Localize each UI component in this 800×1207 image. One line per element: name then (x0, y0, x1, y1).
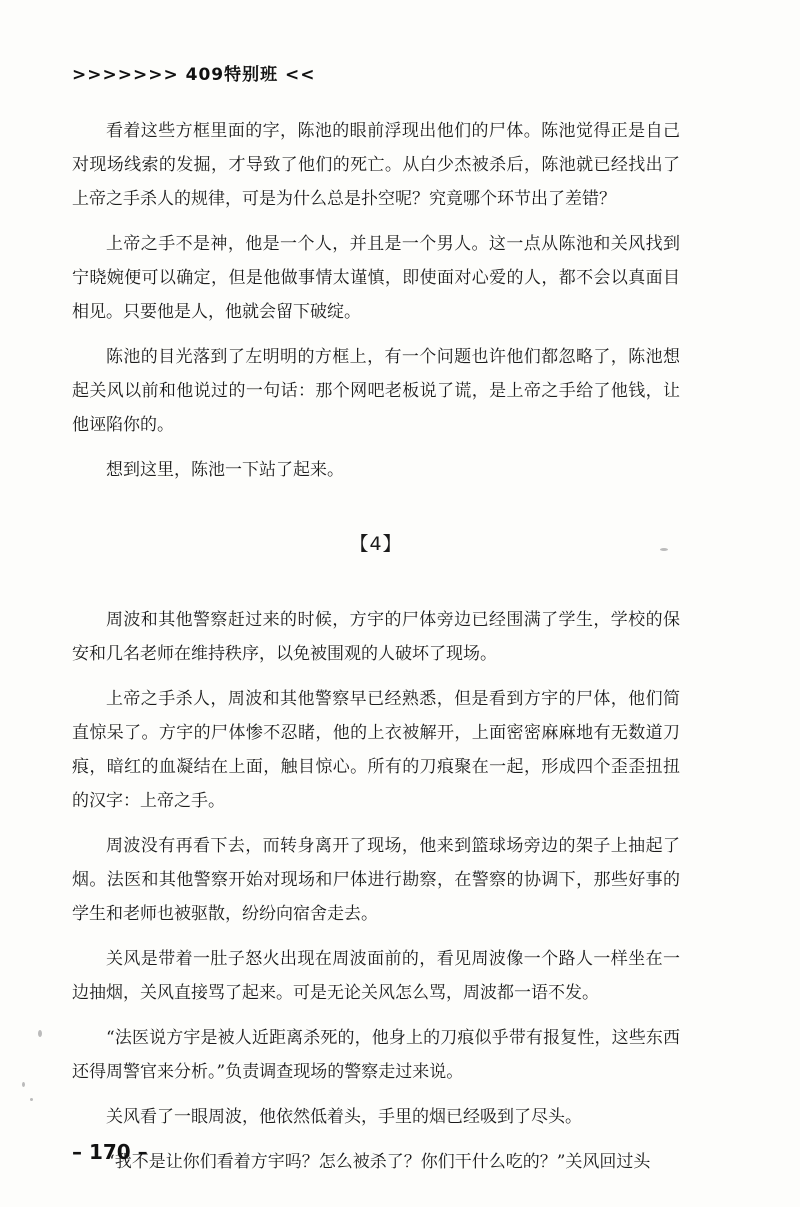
running-header: >>>>>>> 409特别班 << (72, 65, 316, 85)
paragraph: 想到这里，陈池一下站了起来。 (106, 460, 344, 480)
paragraph: 看着这些方框里面的字，陈池的眼前浮现出他们的尸体。陈池觉得正是自己对现场线索的发掘，才导致了他们的死亡。从白少杰被杀后，陈池就已经找出了上帝之手杀人的规律，可是为什么总是扑空呢？究竟哪个环节出了差错？ (72, 121, 680, 209)
scan-speck (660, 548, 668, 551)
paragraph: 周波没有再看下去，而转身离开了现场，他来到篮球场旁边的架子上抽起了烟。法医和其他警察开始对现场和尸体进行勘察，在警察的协调下，那些好事的学生和老师也被驱散，纷纷向宿舍走去。 (72, 836, 680, 924)
scan-speck (22, 1082, 25, 1087)
paragraph: 关风看了一眼周波，他依然低着头，手里的烟已经吸到了尽头。 (106, 1107, 582, 1127)
scan-speck (38, 1030, 42, 1037)
paragraph: 关风是带着一肚子怒火出现在周波面前的，看见周波像一个路人一样坐在一边抽烟，关风直接骂了起来。可是无论关风怎么骂，周波都一语不发。 (72, 949, 680, 1003)
paragraph: 上帝之手不是神，他是一个人，并且是一个男人。这一点从陈池和关风找到宁晓婉便可以确定，但是他做事情太谨慎，即使面对心爱的人，都不会以真面目相见。只要他是人，他就会留下破绽。 (72, 234, 680, 322)
body-text (72, 114, 680, 1190)
paragraph: 陈池的目光落到了左明明的方框上，有一个问题也许他们都忽略了，陈池想起关风以前和他说过的一句话：那个网吧老板说了谎，是上帝之手给了他钱，让他诬陷你的。 (72, 347, 680, 435)
scan-speck (30, 1098, 33, 1101)
paragraph: 上帝之手杀人，周波和其他警察早已经熟悉，但是看到方宇的尸体，他们简直惊呆了。方宇的尸体惨不忍睹，他的上衣被解开，上面密密麻麻地有无数道刀痕，暗红的血凝结在上面，触目惊心。所有的刀痕聚在一起，形成四个歪歪扭扭的汉字：上帝之手。 (72, 689, 680, 811)
paragraph: “法医说方宇是被人近距离杀死的，他身上的刀痕似乎带有报复性，这些东西还得周警官来分析。”负责调查现场的警察走过来说。 (72, 1028, 680, 1082)
page-number: – 170 – (72, 1140, 148, 1164)
paragraph: 周波和其他警察赶过来的时候，方宇的尸体旁边已经围满了学生，学校的保安和几名老师在维持秩序，以免被围观的人破坏了现场。 (72, 610, 680, 664)
section-heading: 【4】 (349, 533, 403, 555)
paragraph: “我不是让你们看着方宇吗？怎么被杀了？你们干什么吃的？”关风回过头 (106, 1152, 651, 1172)
